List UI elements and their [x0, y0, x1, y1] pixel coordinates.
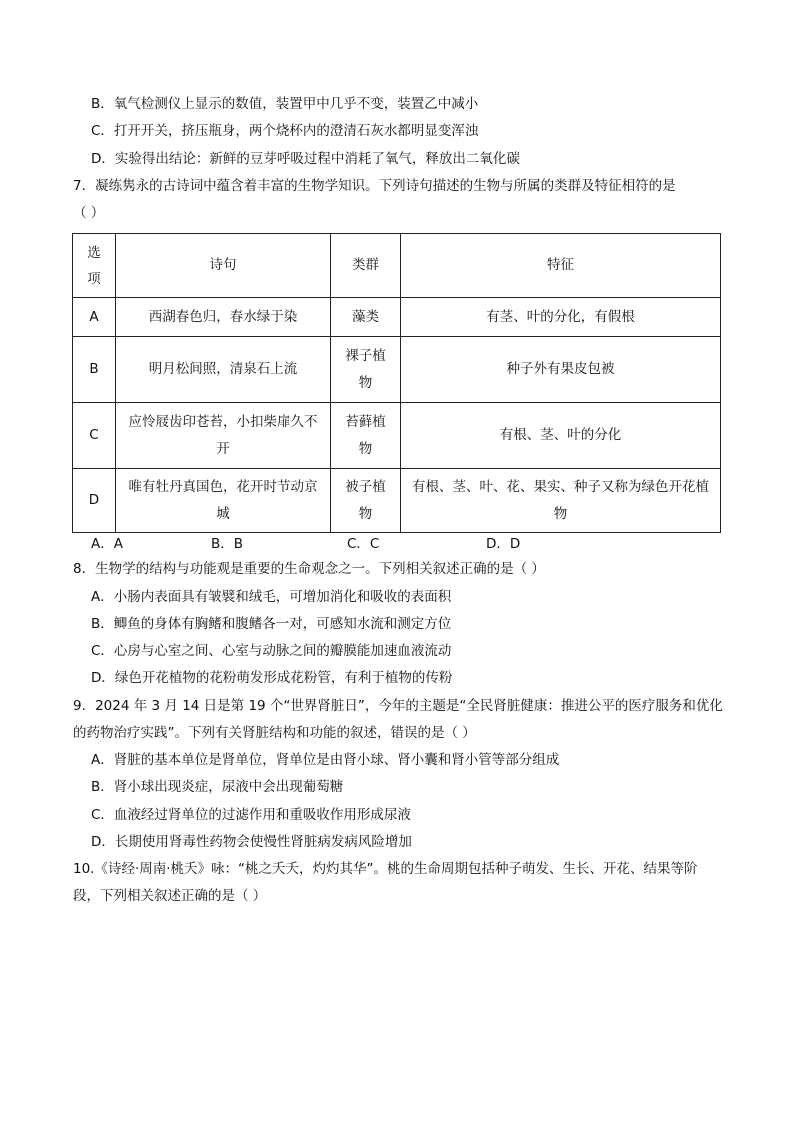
q9-option-b: B．肾小球出现炎症，尿液中会出现葡萄糖	[91, 779, 344, 795]
header-feature: 特征	[401, 234, 721, 298]
row-a-group: 藻类	[331, 298, 401, 337]
row-b-feature: 种子外有果皮包被	[401, 337, 721, 403]
q9-stem-line1: 9．2024 年 3 月 14 日是第 19 个“世界肾脏日”，今年的主题是“全民肾脏健康：推进公平的医疗服务和优化	[73, 698, 723, 714]
row-a-poem: 西湖春色归，春水绿于染	[116, 298, 331, 337]
row-c-feature: 有根、茎、叶的分化	[401, 403, 721, 469]
q8-stem: 8．生物学的结构与功能观是重要的生命观念之一。下列相关叙述正确的是（ ）	[73, 561, 545, 577]
row-b-poem: 明月松间照，清泉石上流	[116, 337, 331, 403]
q7-answer-c: C．C	[347, 536, 380, 552]
q7-answer-d: D．D	[486, 536, 521, 552]
q9-option-a: A．肾脏的基本单位是肾单位，肾单位是由肾小球、肾小囊和肾小管等部分组成	[91, 752, 560, 768]
table-row	[73, 337, 721, 403]
row-d-feature: 有根、茎、叶、花、果实、种子又称为绿色开花植物	[401, 469, 721, 533]
row-c-option: C	[73, 403, 116, 469]
row-d-poem: 唯有牡丹真国色，花开时节动京城	[116, 469, 331, 533]
row-d-group: 被子植物	[331, 469, 401, 533]
q7-answer-b: B．B	[211, 536, 244, 552]
table-row	[73, 298, 721, 337]
q7-answer-a: A．A	[91, 536, 123, 552]
q10-stem-line2: 段，下列相关叙述正确的是（ ）	[73, 888, 267, 904]
header-option: 选项	[73, 234, 116, 298]
row-a-feature: 有茎、叶的分化，有假根	[401, 298, 721, 337]
header-group: 类群	[331, 234, 401, 298]
table-header-row	[73, 234, 721, 298]
q9-stem-line2: 的药物治疗实践”。下列有关肾脏结构和功能的叙述，错误的是（ ）	[73, 725, 476, 741]
row-c-poem: 应怜屐齿印苍苔，小扣柴扉久不开	[116, 403, 331, 469]
row-c-group: 苔藓植物	[331, 403, 401, 469]
table-row	[73, 403, 721, 469]
q8-option-b: B．鲫鱼的身体有胸鳍和腹鳍各一对，可感知水流和测定方位	[91, 616, 452, 632]
q8-option-c: C．心房与心室之间、心室与动脉之间的瓣膜能加速血液流动	[91, 643, 452, 659]
row-b-option: B	[73, 337, 116, 403]
q7-stem-line1: 7．凝练隽永的古诗词中蕴含着丰富的生物学知识。下列诗句描述的生物与所属的类群及特征相符的是	[73, 178, 676, 194]
q8-option-a: A．小肠内表面具有皱襞和绒毛，可增加消化和吸收的表面积	[91, 589, 452, 605]
q6-option-d: D．实验得出结论：新鲜的豆芽呼吸过程中消耗了氧气，释放出二氧化碳	[91, 151, 520, 167]
q6-option-b: B．氧气检测仪上显示的数值，装置甲中几乎不变，装置乙中减小	[91, 96, 479, 112]
q9-option-c: C．血液经过肾单位的过滤作用和重吸收作用形成尿液	[91, 807, 411, 823]
q6-option-c: C．打开开关，挤压瓶身，两个烧杯内的澄清石灰水都明显变浑浊	[91, 123, 479, 139]
header-poem: 诗句	[116, 234, 331, 298]
q8-option-d: D．绿色开花植物的花粉萌发形成花粉管，有利于植物的传粉	[91, 670, 453, 686]
row-b-group: 裸子植物	[331, 337, 401, 403]
row-d-option: D	[73, 469, 116, 533]
row-a-option: A	[73, 298, 116, 337]
q7-table	[72, 233, 721, 533]
q7-stem-line2: （ ）	[73, 205, 105, 221]
table-row	[73, 469, 721, 533]
q10-stem-line1: 10.《诗经·周南·桃夭》咏：“桃之夭夭，灼灼其华”。桃的生命周期包括种子萌发、生长、开花、结果等阶	[73, 861, 698, 877]
q9-option-d: D．长期使用肾毒性药物会使慢性肾脏病发病风险增加	[91, 834, 412, 850]
